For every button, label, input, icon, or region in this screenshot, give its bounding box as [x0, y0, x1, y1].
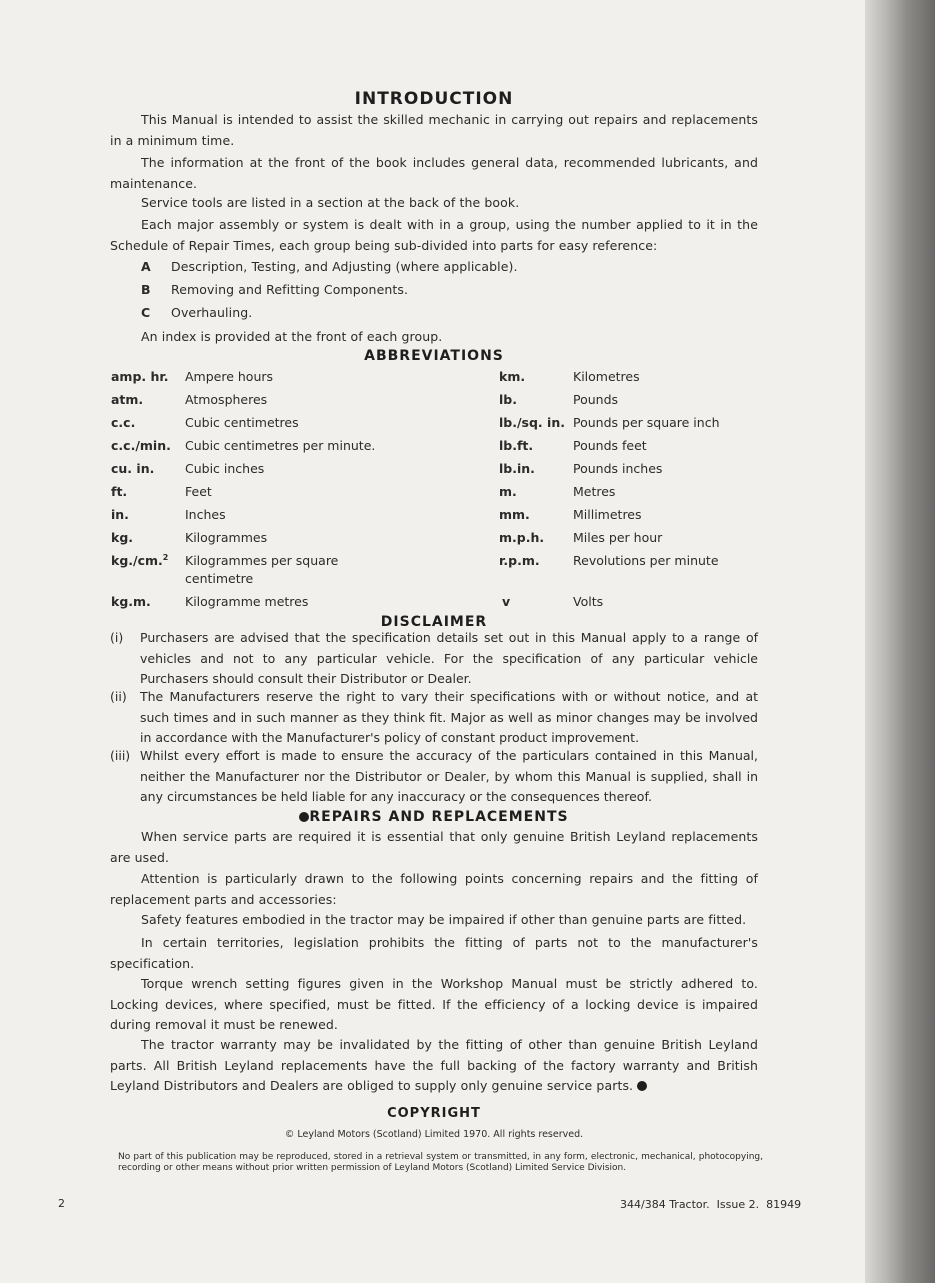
part-item-c — [141, 303, 741, 324]
intro-paragraph-4: Each major assembly or system is dealt with in a group, using the number applied to it in the Schedule of Repair Times, each group being sub-divided into parts for easy reference: — [110, 217, 758, 253]
abbr-term: km. — [499, 369, 526, 384]
abbr-meaning: Ampere hours — [185, 369, 274, 384]
part-letter: C — [141, 305, 151, 320]
abbr-term: kg. — [111, 530, 134, 545]
abbr-meaning: Feet — [185, 484, 212, 499]
abbr-term: atm. — [111, 392, 144, 407]
abbr-term: m.p.h. — [499, 530, 545, 545]
disclaimer-number: (ii) — [110, 689, 127, 704]
disclaimer-item-3 — [110, 746, 758, 808]
part-text: Description, Testing, and Adjusting (where applicable). — [171, 259, 518, 274]
disclaimer-item-2 — [110, 687, 758, 749]
abbr-meaning: Miles per hour — [573, 530, 663, 545]
abbr-meaning: Pounds feet — [573, 438, 647, 453]
abbr-meaning: Inches — [185, 507, 226, 522]
copyright-title: COPYRIGHT — [387, 1106, 481, 1121]
abbr-term: lb.ft. — [499, 438, 534, 453]
abbr-meaning: Pounds inches — [573, 461, 663, 476]
abbr-term: lb. — [499, 392, 517, 407]
abbr-term: amp. hr. — [111, 369, 169, 384]
repairs-paragraph-3: Safety features embodied in the tractor may be impaired if other than genuine parts are fitted. — [141, 912, 747, 927]
page-number: 2 — [58, 1197, 65, 1210]
abbr-meaning: Volts — [573, 594, 604, 609]
bullet-icon — [299, 812, 309, 822]
repairs-paragraph-6 — [110, 1035, 758, 1097]
disclaimer-number: (i) — [110, 630, 124, 645]
abbr-meaning: Kilogrammes per square centimetre — [185, 553, 339, 586]
abbr-meaning: Millimetres — [573, 507, 642, 522]
copyright-notice: No part of this publication may be reproduced, stored in a retrieval system or transmitted, in any form, electronic, mechanical, photocopying, recording or other means without prior written permission of Leyland Motors (Scotland) Limited Service Division. — [118, 1152, 763, 1173]
disclaimer-title: DISCLAIMER — [380, 614, 488, 630]
abbr-meaning: Pounds per square inch — [573, 415, 720, 430]
abbr-term: m. — [499, 484, 517, 499]
intro-paragraph-2: The information at the front of the book includes general data, recommended lubricants, and maintenance. — [110, 155, 758, 191]
abbr-meaning: Revolutions per minute — [573, 553, 719, 568]
abbr-term: mm. — [499, 507, 530, 522]
abbr-term: ft. — [111, 484, 128, 499]
abbr-term: lb.in. — [499, 461, 535, 476]
disclaimer-text: The Manufacturers reserve the right to vary their specifications with or without notice, and at such times and in such manner as they think fit. Major as well as minor changes may be involved in accordance with the Manufacturer's policy of constant product improvement. — [140, 689, 758, 745]
abbr-meaning: Kilometres — [573, 369, 640, 384]
part-text: Removing and Refitting Components. — [171, 282, 409, 297]
disclaimer-number: (iii) — [110, 748, 131, 763]
intro-paragraph-3: Service tools are listed in a section at the back of the book. — [141, 195, 520, 210]
part-letter: B — [141, 282, 151, 297]
abbr-term-text: kg./cm. — [111, 553, 163, 569]
disclaimer-text: Whilst every effort is made to ensure the accuracy of the particulars contained in this Manual, neither the Manufacturer nor the Distributor or Dealer, by whom this Manual is supplied, shall in any circumstances be held liable for any inaccuracy or the consequences thereof. — [140, 748, 758, 804]
abbr-term: c.c. — [111, 415, 136, 430]
abbr-meaning: Cubic inches — [185, 461, 265, 476]
intro-paragraph-1: This Manual is intended to assist the skilled mechanic in carrying out repairs and replacements in a minimum time. — [110, 112, 758, 148]
repairs-paragraph-2: Attention is particularly drawn to the following points concerning repairs and the fitting of replacement parts and accessories: — [110, 871, 758, 907]
abbreviations-title: ABBREVIATIONS — [364, 348, 504, 364]
repairs-paragraph-4: In certain territories, legislation prohibits the fitting of parts not to the manufacturer's specification. — [110, 935, 758, 971]
abbr-term: r.p.m. — [499, 553, 540, 568]
introduction-title: INTRODUCTION — [354, 89, 514, 109]
repairs-title — [110, 809, 758, 825]
repairs-title-text: REPAIRS AND REPLACEMENTS — [309, 809, 569, 825]
disclaimer-item-1 — [110, 628, 758, 690]
abbr-term: c.c./min. — [111, 438, 171, 453]
repairs-paragraph-5: Torque wrench setting figures given in the Workshop Manual must be strictly adhered to. Locking devices, where specified, must be fitted. If the efficiency of a locking device is impaired during removal it must be renewed. — [110, 976, 758, 1032]
abbr-meaning: Metres — [573, 484, 616, 499]
abbr-meaning: Atmospheres — [185, 392, 268, 407]
repairs-paragraph-1: When service parts are required it is essential that only genuine British Leyland replacements are used. — [110, 829, 758, 865]
abbr-term — [111, 553, 168, 568]
document-reference: 344/384 Tractor. Issue 2. 81949 — [620, 1198, 802, 1211]
part-text: Overhauling. — [171, 305, 253, 320]
abbr-meaning: Kilogramme metres — [185, 594, 309, 609]
abbr-meaning: Kilogrammes — [185, 530, 268, 545]
part-item-b — [141, 280, 741, 301]
abbr-term: lb./sq. in. — [499, 415, 565, 430]
intro-index-note: An index is provided at the front of each group. — [141, 329, 443, 344]
abbr-term: kg.m. — [111, 594, 151, 609]
abbr-superscript: 2 — [162, 553, 169, 562]
page-binding-edge — [865, 0, 935, 1283]
part-item-a — [141, 257, 741, 278]
repairs-paragraph-6-text: The tractor warranty may be invalidated by the fitting of other than genuine British Leyland parts. All British Leyland replacements have the full backing of the factory warranty and British Leyland Distributors and Dealers are obliged to supply only genuine service parts. — [110, 1037, 758, 1093]
abbr-term: cu. in. — [111, 461, 155, 476]
abbr-term: in. — [111, 507, 129, 522]
copyright-line: © Leyland Motors (Scotland) Limited 1970. All rights reserved. — [284, 1129, 584, 1140]
abbr-term: v — [502, 594, 511, 609]
disclaimer-text: Purchasers are advised that the specification details set out in this Manual apply to a range of vehicles and not to any particular vehicle. For the specification of any particular vehicle Purchasers should consult their Distributor or Dealer. — [140, 630, 758, 686]
part-letter: A — [141, 259, 151, 274]
abbr-meaning: Pounds — [573, 392, 619, 407]
abbr-meaning: Cubic centimetres per minute. — [185, 438, 376, 453]
abbr-meaning: Cubic centimetres — [185, 415, 299, 430]
bullet-icon — [637, 1081, 647, 1091]
